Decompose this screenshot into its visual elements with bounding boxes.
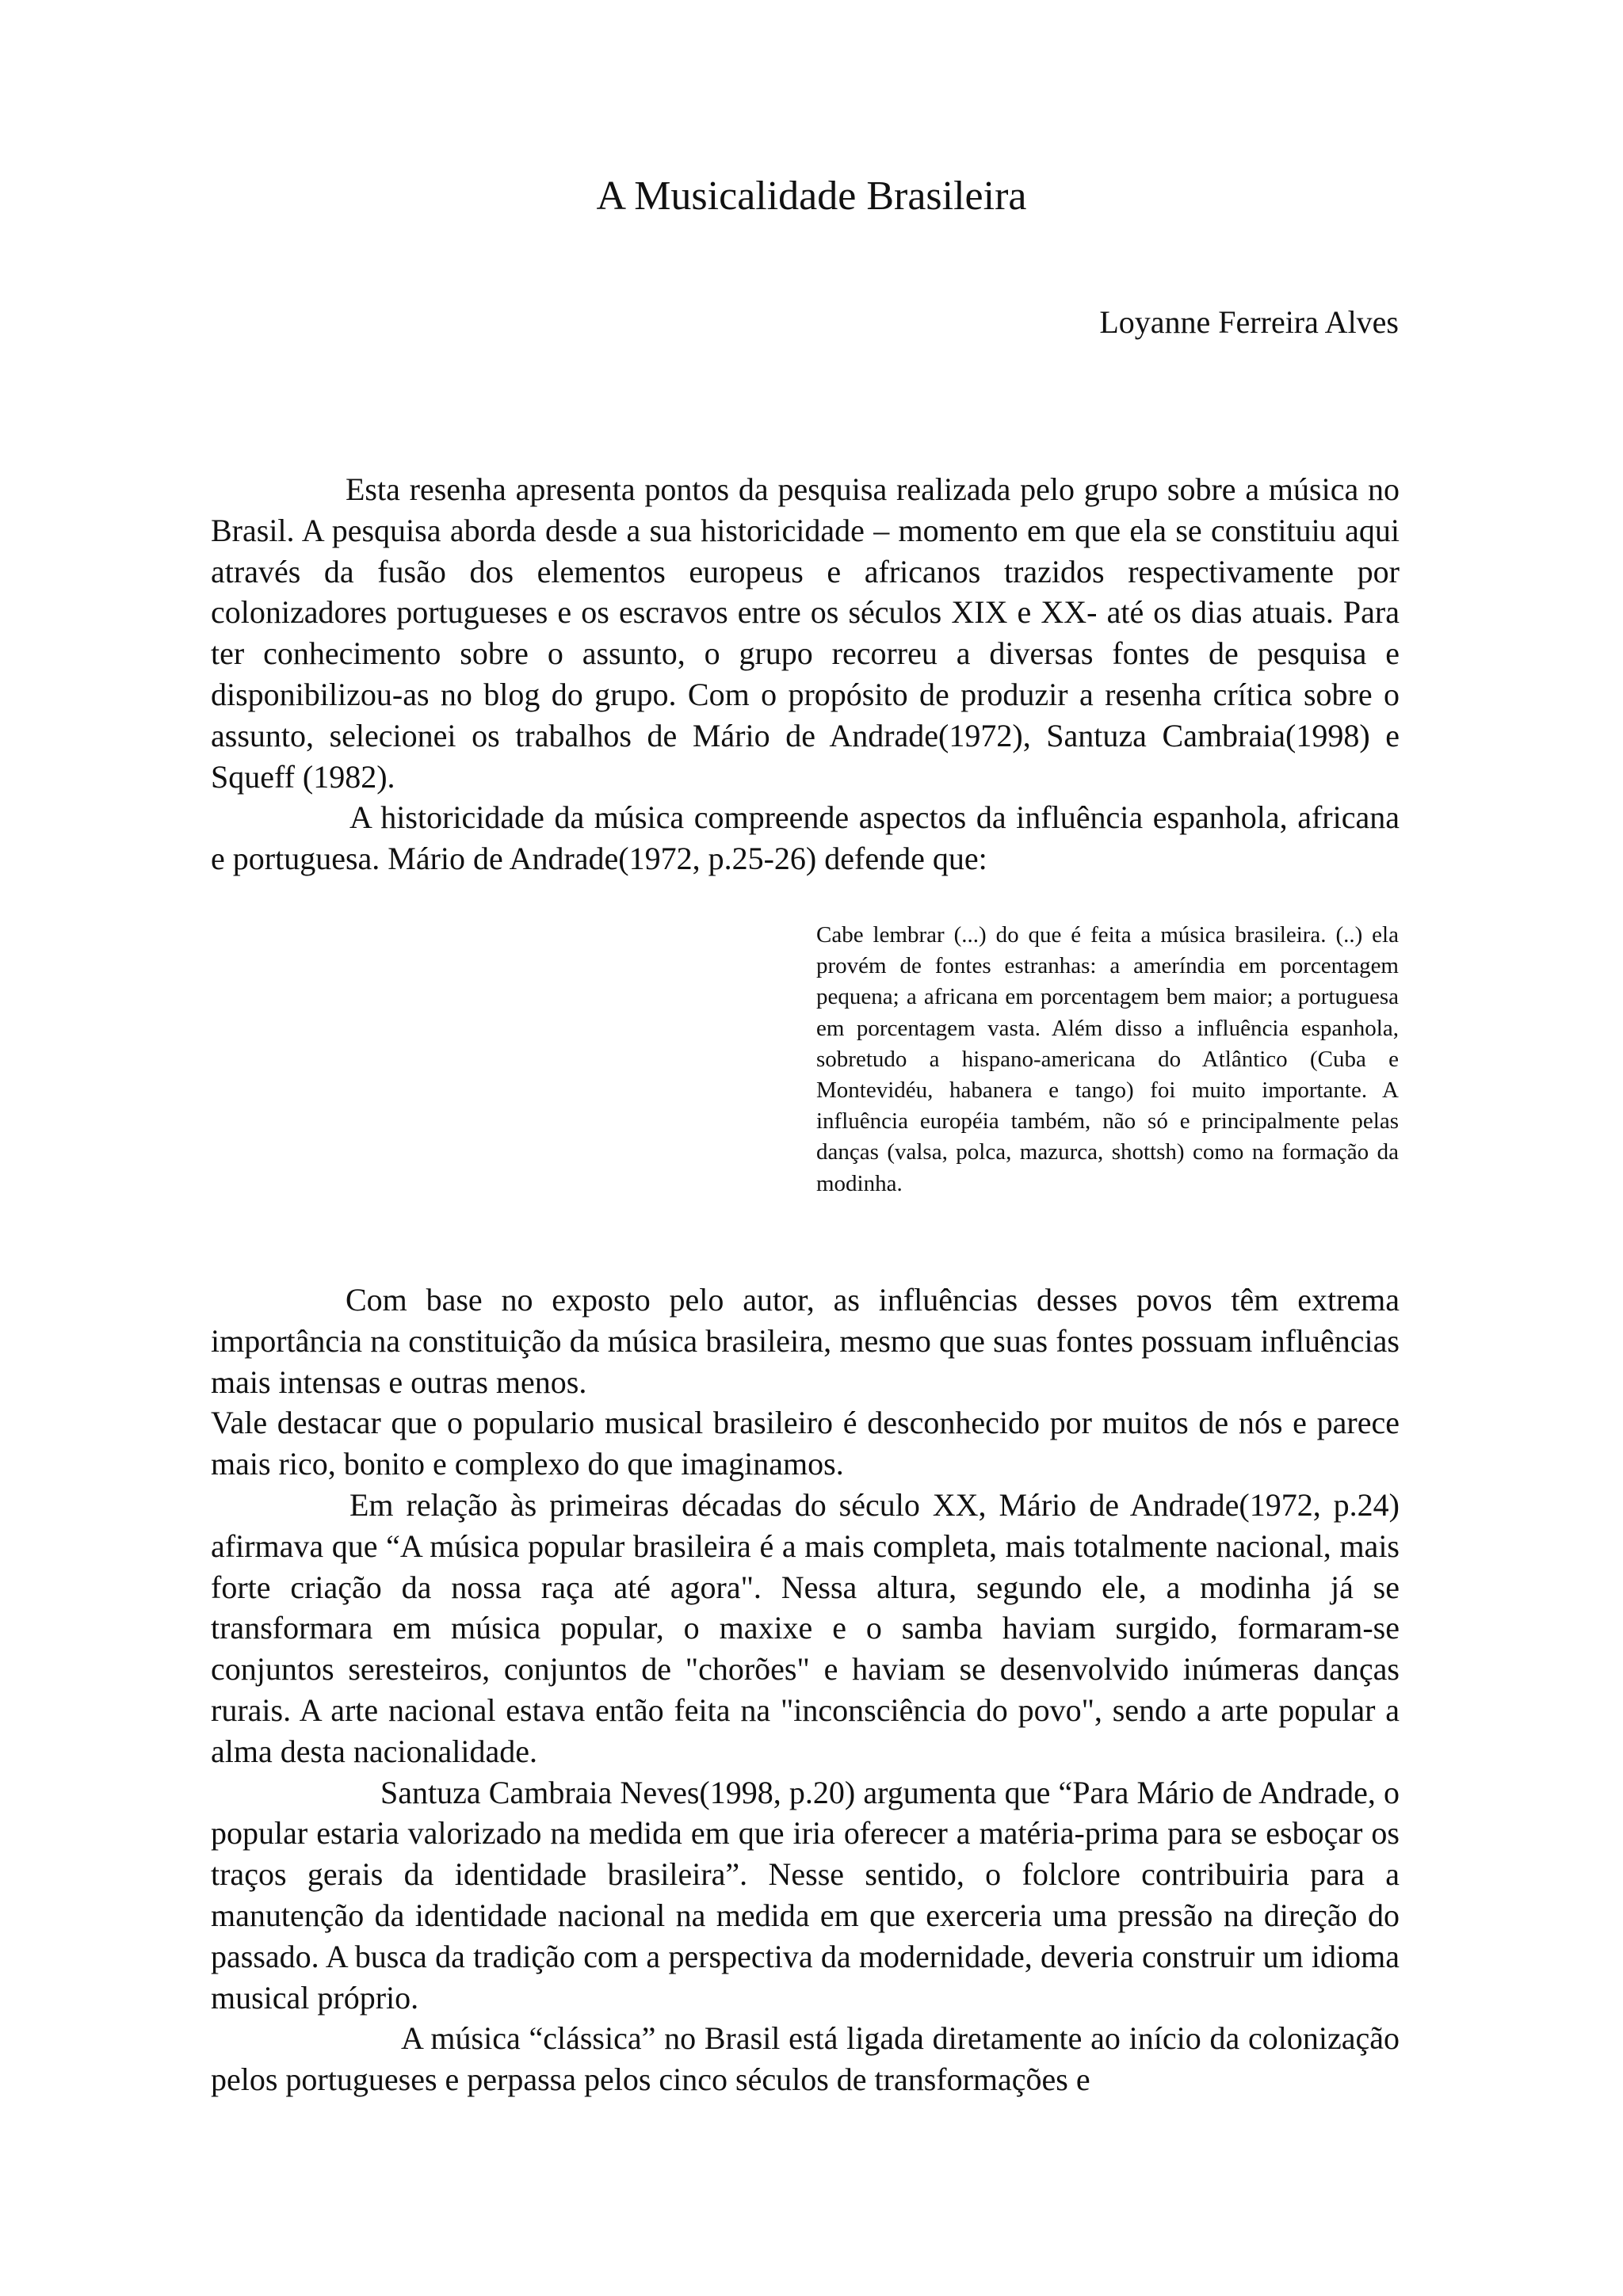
author-name: Loyanne Ferreira Alves [1099, 304, 1399, 340]
paragraph-intro-2: A historicidade da música compreende aspectos da influência espanhola, africana e portuguesa. Mário de Andrade(1972, p.25-26) defende que: [211, 799, 1400, 877]
paragraph-body-4: Santuza Cambraia Neves(1998, p.20) argumenta que “Para Mário de Andrade, o popular estaria valorizado na medida em que iria oferecer a matéria-prima para se esboçar os traços gerais da identidade brasileira”. Nesse sentido, o folclore contribuiria para a manutenção da identidade nacional na medida em que exerceria uma pressão na direção do passado. A busca da tradição com a perspectiva da modernidade, deveria construir um idioma musical próprio. [211, 1774, 1400, 2016]
block-quote: Cabe lembrar (...) do que é feita a música brasileira. (..) ela provém de fontes estranhas: a ameríndia em porcentagem pequena; a africana em porcentagem bem maior; a portuguesa em porcentagem vasta. Além disso a influência espanhola, sobretudo a hispano-americana do Atlântico (Cuba e Montevidéu, habanera e tango) foi muito importante. A influência européia também, não só e principalmente pelas danças (valsa, polca, mazurca, shottsh) como na formação da modinha. [816, 922, 1399, 1196]
paragraph-body-1: Com base no exposto pelo autor, as influências desses povos têm extrema importância na constituição da música brasileira, mesmo que suas fontes possuam influências mais intensas e outras menos. [211, 1282, 1400, 1400]
page-title: A Musicalidade Brasileira [596, 174, 1027, 219]
paragraph-body-5: A música “clássica” no Brasil está ligada diretamente ao início da colonização pelos portugueses e perpassa pelos cinco séculos de transformações e [211, 2020, 1400, 2098]
body-section [211, 1280, 1400, 2100]
paragraph-body-2: Vale destacar que o populario musical brasileiro é desconhecido por muitos de nós e parece mais rico, bonito e complexo do que imaginamos. [211, 1405, 1400, 1482]
paragraph-body-3: Em relação às primeiras décadas do século XX, Mário de Andrade(1972, p.24) afirmava que “A música popular brasileira é a mais completa, mais totalmente nacional, mais forte criação da nossa raça até agora". Nessa altura, segundo ele, a modinha já se transformara em música popular, o maxixe e o samba haviam surgido, formaram-se conjuntos seresteiros, conjuntos de "chorões" e haviam se desenvolvido inúmeras danças rurais. A arte nacional estava então feita na "inconsciência do povo", sendo a arte popular a alma desta nacionalidade. [211, 1486, 1400, 1769]
paragraph-intro-1: Esta resenha apresenta pontos da pesquisa realizada pelo grupo sobre a música no Brasil. A pesquisa aborda desde a sua historicidade – momento em que ela se constituiu aqui através da fusão dos elementos europeus e africanos trazidos respectivamente por colonizadores portugueses e os escravos entre os séculos XIX e XX- até os dias atuais. Para ter conhecimento sobre o assunto, o grupo recorreu a diversas fontes de pesquisa e disponibilizou-as no blog do grupo. Com o propósito de produzir a resenha crítica sobre o assunto, selecionei os trabalhos de Mário de Andrade(1972), Santuza Cambraia(1998) e Squeff (1982). [211, 471, 1400, 795]
intro-section [211, 469, 1400, 879]
